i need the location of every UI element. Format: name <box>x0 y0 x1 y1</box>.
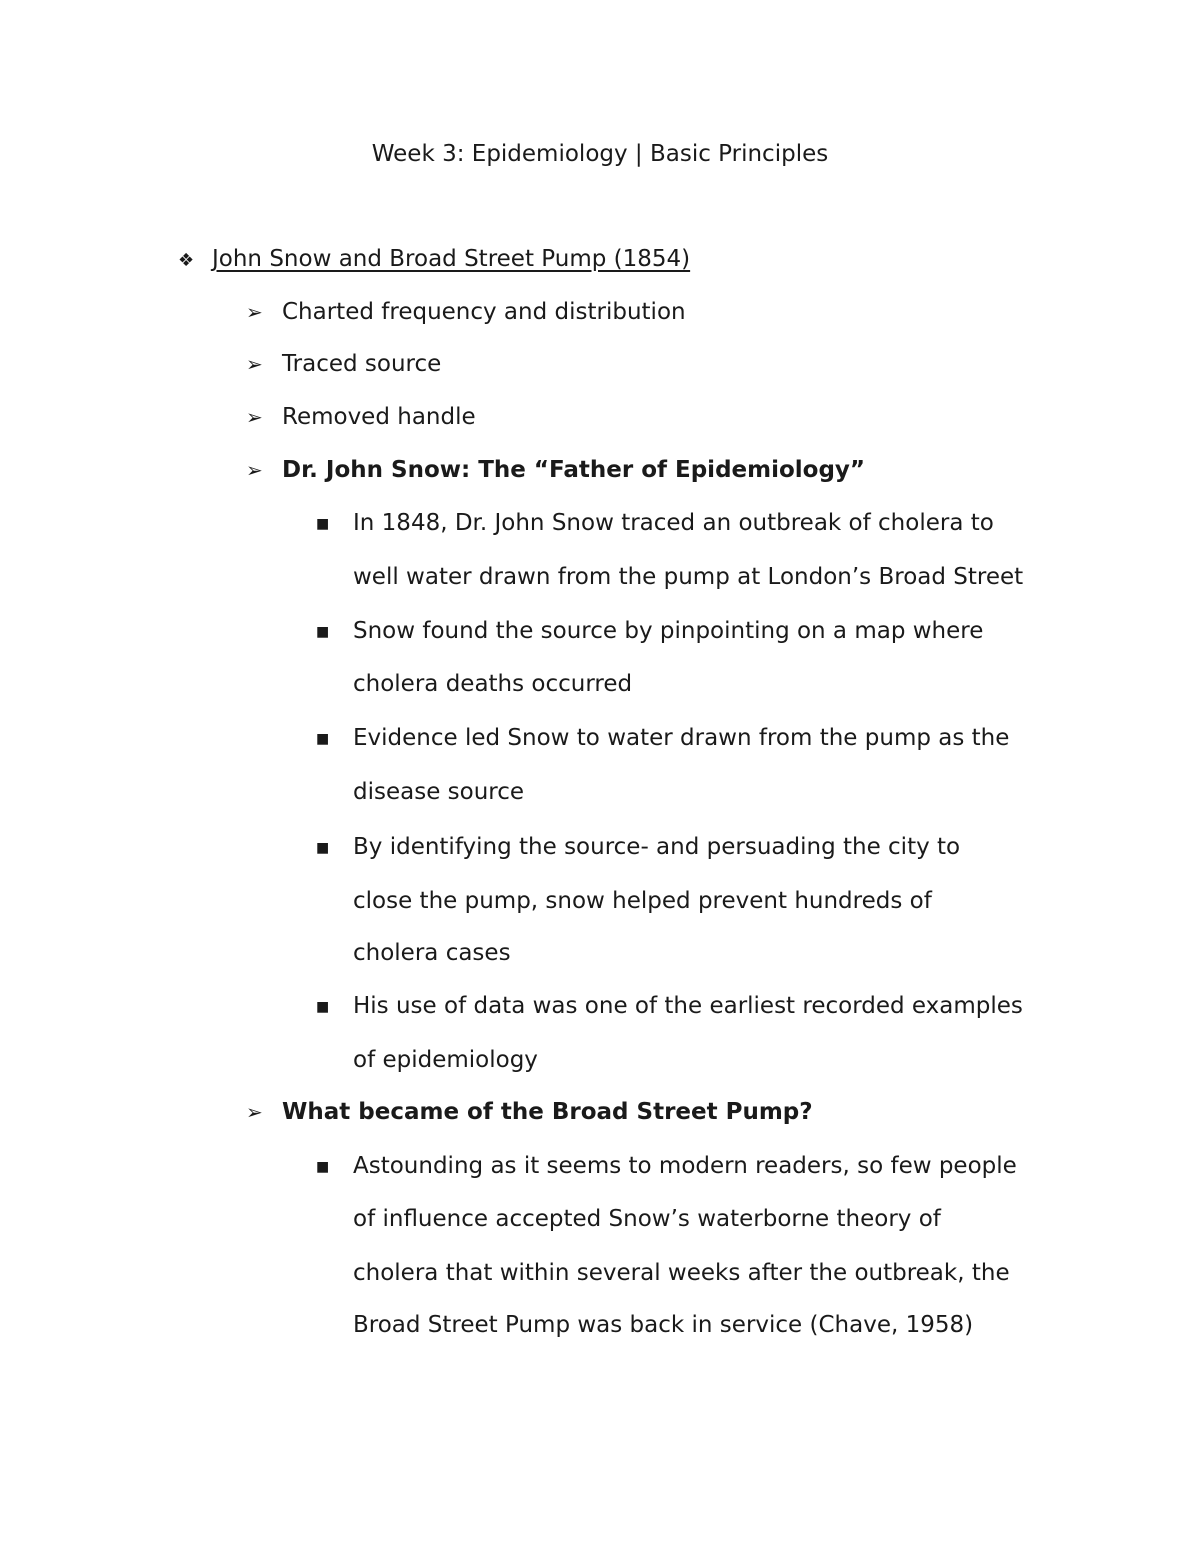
arrow-bullet-icon: ➢ <box>246 352 263 376</box>
list-item-text: What became of the Broad Street Pump? <box>282 1099 813 1125</box>
section-heading-row <box>178 242 690 278</box>
square-bullet-icon: ■ <box>316 516 330 532</box>
sub-list-item-continuation: disease source <box>353 779 525 805</box>
arrow-bullet-icon: ➢ <box>246 405 263 429</box>
document-title: Week 3: Epidemiology | Basic Principles <box>371 141 829 167</box>
sub-list-item-continuation: cholera that within several weeks after the outbreak, the <box>353 1260 1010 1286</box>
sub-list-item <box>316 614 983 649</box>
sub-list-item <box>316 506 994 541</box>
sub-list-item-text: Evidence led Snow to water drawn from the pump as the <box>353 725 1010 751</box>
sub-list-item <box>316 1149 1017 1184</box>
diamond-bullet-icon: ❖ <box>178 250 195 271</box>
list-item <box>246 295 686 329</box>
sub-list-item-continuation: of influence accepted Snow’s waterborne theory of <box>353 1206 941 1232</box>
arrow-bullet-icon: ➢ <box>246 458 263 482</box>
list-item-text: Dr. John Snow: The “Father of Epidemiology” <box>282 457 866 483</box>
sub-list-item-continuation: Broad Street Pump was back in service (Chave, 1958) <box>353 1312 974 1338</box>
list-item <box>246 1095 813 1129</box>
sub-list-item-text: Snow found the source by pinpointing on a map where <box>353 618 984 644</box>
square-bullet-icon: ■ <box>316 731 330 747</box>
sub-list-item <box>316 830 960 865</box>
list-item <box>246 347 441 381</box>
sub-list-item-text: Astounding as it seems to modern readers, so few people <box>353 1153 1017 1179</box>
sub-list-item <box>316 721 1009 756</box>
square-bullet-icon: ■ <box>316 999 330 1015</box>
sub-list-item-text: By identifying the source- and persuading the city to <box>353 834 961 860</box>
square-bullet-icon: ■ <box>316 624 330 640</box>
arrow-bullet-icon: ➢ <box>246 1100 263 1124</box>
sub-list-item-continuation: well water drawn from the pump at London’s Broad Street <box>353 564 1024 590</box>
square-bullet-icon: ■ <box>316 1159 330 1175</box>
sub-list-item-continuation: close the pump, snow helped prevent hundreds of <box>353 888 932 914</box>
sub-list-item-text: In 1848, Dr. John Snow traced an outbreak of cholera to <box>353 510 994 536</box>
sub-list-item-continuation: of epidemiology <box>353 1047 538 1073</box>
list-item <box>246 400 476 434</box>
section-heading: John Snow and Broad Street Pump (1854) <box>212 246 691 272</box>
list-item <box>246 453 865 487</box>
sub-list-item-continuation: cholera deaths occurred <box>353 671 633 697</box>
arrow-bullet-icon: ➢ <box>246 300 263 324</box>
square-bullet-icon: ■ <box>316 840 330 856</box>
sub-list-item <box>316 989 1023 1024</box>
sub-list-item-text: His use of data was one of the earliest recorded examples <box>353 993 1023 1019</box>
list-item-text: Traced source <box>282 351 442 377</box>
list-item-text: Removed handle <box>282 404 476 430</box>
list-item-text: Charted frequency and distribution <box>282 299 686 325</box>
sub-list-item-continuation: cholera cases <box>353 940 511 966</box>
